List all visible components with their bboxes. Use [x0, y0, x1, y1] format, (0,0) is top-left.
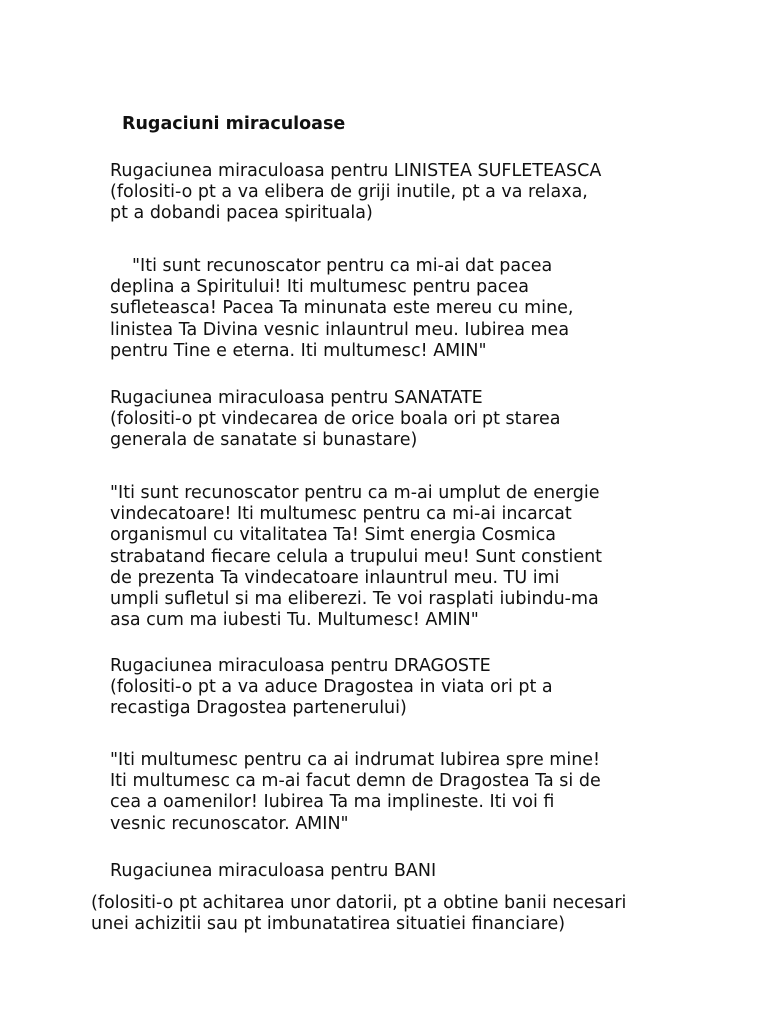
section-note-bani	[91, 893, 626, 935]
text-line: cea a oamenilor! Iubirea Ta ma implineste. Iti voi fi	[110, 792, 555, 813]
text-line: strabatand fiecare celula a trupului meu! Sunt constient	[110, 546, 603, 567]
text-line: (folositi-o pt vindecarea de orice boala ori pt starea	[110, 409, 561, 430]
text-line: asa cum ma iubesti Tu. Multumesc! AMIN"	[110, 610, 479, 631]
text-line: generala de sanatate si bunastare)	[110, 430, 418, 451]
text-line: deplina a Spiritului! Iti multumesc pentru pacea	[110, 277, 529, 298]
text-line: Rugaciunea miraculoasa pentru SANATATE	[110, 388, 483, 408]
text-line: linistea Ta Divina vesnic inlauntrul meu. Iubirea mea	[110, 319, 570, 340]
text-line: pt a dobandi pacea spirituala)	[110, 203, 373, 224]
text-line: (folositi-o pt a va elibera de griji inutile, pt a va relaxa,	[110, 182, 588, 203]
section-heading-liniste	[110, 161, 601, 225]
text-line: vesnic recunoscator. AMIN"	[110, 813, 349, 834]
text-line: (folositi-o pt achitarea unor datorii, pt a obtine banii necesari	[91, 893, 627, 913]
text-line: vindecatoare! Iti multumesc pentru ca mi-ai incarcat	[110, 504, 572, 525]
text-line: "Iti sunt recunoscator pentru ca m-ai umplut de energie	[110, 483, 600, 503]
text-line: "Iti multumesc pentru ca ai indrumat Iubirea spre mine!	[110, 750, 601, 770]
text-line: Rugaciunea miraculoasa pentru BANI	[110, 861, 437, 881]
text-line: "Iti sunt recunoscator pentru ca mi-ai dat pacea	[132, 256, 553, 276]
text-line: unei achizitii sau pt imbunatatirea situatiei financiare)	[91, 914, 566, 935]
text-line: Iti multumesc ca m-ai facut demn de Dragostea Ta si de	[110, 771, 601, 792]
text-line: sufleteasca! Pacea Ta minunata este mereu cu mine,	[110, 298, 574, 319]
text-line: (folositi-o pt a va aduce Dragostea in viata ori pt a	[110, 677, 553, 698]
section-heading-bani	[110, 861, 436, 882]
prayer-sanatate	[110, 483, 602, 631]
section-heading-sanatate	[110, 388, 561, 452]
text-line: Rugaciunea miraculoasa pentru LINISTEA SUFLETEASCA	[110, 161, 602, 181]
text-line: recastiga Dragostea partenerului)	[110, 698, 407, 719]
section-heading-dragoste	[110, 656, 553, 720]
prayer-dragoste	[110, 750, 601, 835]
text-line: de prezenta Ta vindecatoare inlauntrul meu. TU imi	[110, 567, 560, 588]
text-line: Rugaciunea miraculoasa pentru DRAGOSTE	[110, 656, 491, 676]
text-line: pentru Tine e eterna. Iti multumesc! AMIN"	[110, 340, 487, 361]
document-title: Rugaciuni miraculoase	[122, 114, 346, 134]
text-line: organismul cu vitalitatea Ta! Simt energia Cosmica	[110, 525, 556, 546]
text-line: umpli sufletul si ma eliberezi. Te voi rasplati iubindu-ma	[110, 589, 599, 610]
prayer-liniste	[110, 256, 573, 362]
